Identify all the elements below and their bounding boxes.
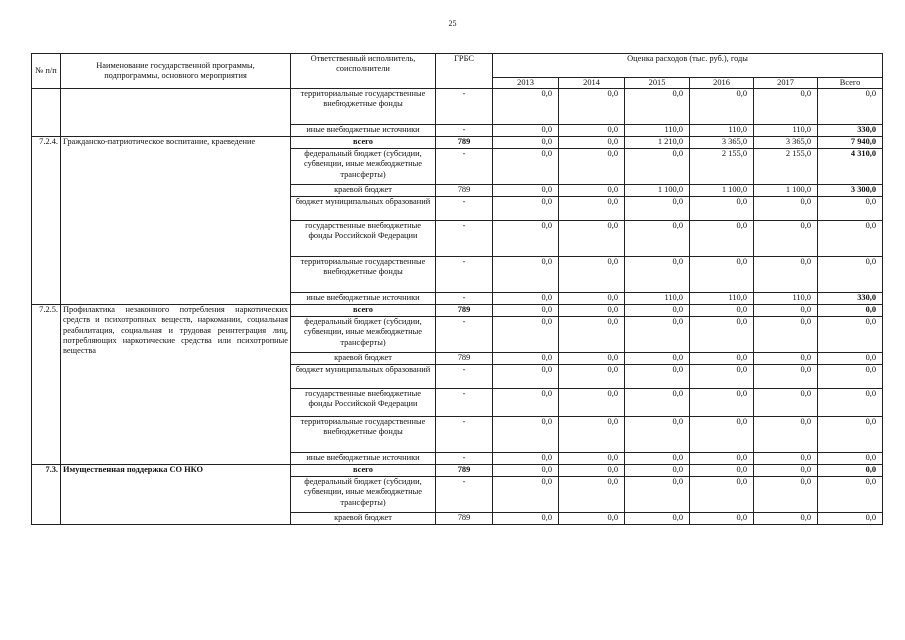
total-value-cell: 0,0 [818,453,883,465]
year-value-cell: 0,0 [559,257,625,293]
year-value-cell: 0,0 [625,89,690,125]
year-value-cell: 0,0 [754,305,818,317]
year-value-cell: 0,0 [493,149,559,185]
year-value-cell: 2 155,0 [690,149,754,185]
header-year: 2014 [559,78,625,89]
year-value-cell: 0,0 [690,353,754,365]
year-value-cell: 0,0 [493,257,559,293]
year-value-cell: 0,0 [559,417,625,453]
year-value-cell: 0,0 [559,197,625,221]
executor-cell: территориальные государственные внебюджетные фонды [291,89,436,125]
year-value-cell: 110,0 [690,293,754,305]
item-number: 7.2.5. [32,305,61,465]
year-value-cell: 110,0 [754,293,818,305]
executor-cell: федеральный бюджет (субсидии, субвенции, иные межбюджетные трансферты) [291,317,436,353]
total-value-cell: 330,0 [818,125,883,137]
grbs-cell: - [436,477,493,513]
year-value-cell: 0,0 [625,353,690,365]
header-year: Всего [818,78,883,89]
grbs-cell: 789 [436,465,493,477]
year-value-cell: 3 365,0 [754,137,818,149]
year-value-cell: 110,0 [754,125,818,137]
year-value-cell: 0,0 [493,89,559,125]
year-value-cell: 0,0 [559,137,625,149]
year-value-cell: 0,0 [493,353,559,365]
executor-cell: государственные внебюджетные фонды Российской Федерации [291,389,436,417]
total-value-cell: 7 940,0 [818,137,883,149]
year-value-cell: 110,0 [690,125,754,137]
year-value-cell: 0,0 [559,353,625,365]
year-value-cell: 0,0 [625,477,690,513]
item-name: Имущественная поддержка СО НКО [61,465,291,525]
year-value-cell: 0,0 [625,453,690,465]
year-value-cell: 0,0 [690,513,754,525]
total-value-cell: 0,0 [818,89,883,125]
year-value-cell: 0,0 [559,453,625,465]
header-year: 2013 [493,78,559,89]
year-value-cell: 110,0 [625,125,690,137]
item-number [32,89,61,137]
executor-cell: иные внебюджетные источники [291,453,436,465]
year-value-cell: 0,0 [690,417,754,453]
item-number: 7.3. [32,465,61,525]
total-value-cell: 3 300,0 [818,185,883,197]
year-value-cell: 0,0 [754,353,818,365]
total-value-cell: 0,0 [818,417,883,453]
year-value-cell: 0,0 [754,221,818,257]
grbs-cell: - [436,125,493,137]
year-value-cell: 0,0 [493,317,559,353]
year-value-cell: 1 100,0 [690,185,754,197]
total-value-cell: 0,0 [818,257,883,293]
executor-cell: краевой бюджет [291,513,436,525]
executor-cell: государственные внебюджетные фонды Российской Федерации [291,221,436,257]
total-value-cell: 0,0 [818,353,883,365]
grbs-cell: - [436,389,493,417]
year-value-cell: 0,0 [754,317,818,353]
total-value-cell: 330,0 [818,293,883,305]
year-value-cell: 0,0 [493,513,559,525]
grbs-cell: - [436,365,493,389]
executor-cell: всего [291,137,436,149]
item-name: Гражданско-патриотическое воспитание, краеведение [61,137,291,305]
table-row [32,89,883,125]
grbs-cell: - [436,317,493,353]
grbs-cell: - [436,89,493,125]
header-row [32,54,883,78]
item-number: 7.2.4. [32,137,61,305]
total-value-cell: 0,0 [818,513,883,525]
executor-cell: бюджет муниципальных образований [291,197,436,221]
total-value-cell: 0,0 [818,465,883,477]
year-value-cell: 0,0 [625,149,690,185]
year-value-cell: 0,0 [559,89,625,125]
total-value-cell: 0,0 [818,221,883,257]
year-value-cell: 0,0 [625,365,690,389]
year-value-cell: 0,0 [754,465,818,477]
year-value-cell: 0,0 [625,197,690,221]
grbs-cell: - [436,293,493,305]
executor-cell: всего [291,465,436,477]
year-value-cell: 0,0 [493,137,559,149]
executor-cell: иные внебюджетные источники [291,293,436,305]
year-value-cell: 2 155,0 [754,149,818,185]
year-value-cell: 0,0 [690,453,754,465]
year-value-cell: 0,0 [493,197,559,221]
year-value-cell: 0,0 [559,293,625,305]
year-value-cell: 0,0 [690,257,754,293]
year-value-cell: 0,0 [625,417,690,453]
year-value-cell: 0,0 [754,89,818,125]
year-value-cell: 0,0 [754,417,818,453]
executor-cell: всего [291,305,436,317]
year-value-cell: 0,0 [493,185,559,197]
grbs-cell: - [436,417,493,453]
year-value-cell: 0,0 [559,389,625,417]
year-value-cell: 0,0 [625,465,690,477]
year-value-cell: 0,0 [559,185,625,197]
year-value-cell: 0,0 [559,317,625,353]
grbs-cell: 789 [436,513,493,525]
year-value-cell: 0,0 [690,89,754,125]
year-value-cell: 0,0 [754,197,818,221]
executor-cell: федеральный бюджет (субсидии, субвенции, иные межбюджетные трансферты) [291,149,436,185]
header-grbs: ГРБС [436,54,493,89]
year-value-cell: 1 100,0 [754,185,818,197]
year-value-cell: 0,0 [493,477,559,513]
item-name: Профилактика незаконного потребления наркотических средств и психотропных веществ, наркомании, социальная реабилитация, социальная и трудовая реинтеграция лиц, потребляющих наркотические средства или психотропные вещества [61,305,291,465]
year-value-cell: 0,0 [493,293,559,305]
executor-cell: краевой бюджет [291,353,436,365]
table-row [32,465,883,477]
header-num: № п/п [32,54,61,89]
year-value-cell: 0,0 [754,513,818,525]
year-value-cell: 0,0 [625,513,690,525]
total-value-cell: 0,0 [818,305,883,317]
year-value-cell: 0,0 [493,453,559,465]
year-value-cell: 0,0 [493,417,559,453]
year-value-cell: 0,0 [754,257,818,293]
year-value-cell: 0,0 [754,389,818,417]
header-year: 2017 [754,78,818,89]
total-value-cell: 4 310,0 [818,149,883,185]
year-value-cell: 0,0 [493,221,559,257]
item-name [61,89,291,137]
year-value-cell: 0,0 [559,149,625,185]
year-value-cell: 0,0 [754,477,818,513]
year-value-cell: 0,0 [625,317,690,353]
year-value-cell: 0,0 [625,305,690,317]
year-value-cell: 0,0 [625,221,690,257]
executor-cell: территориальные государственные внебюджетные фонды [291,417,436,453]
year-value-cell: 1 210,0 [625,137,690,149]
year-value-cell: 0,0 [493,125,559,137]
total-value-cell: 0,0 [818,317,883,353]
grbs-cell: - [436,149,493,185]
executor-cell: федеральный бюджет (субсидии, субвенции, иные межбюджетные трансферты) [291,477,436,513]
year-value-cell: 0,0 [559,125,625,137]
year-value-cell: 0,0 [754,453,818,465]
year-value-cell: 0,0 [690,305,754,317]
year-value-cell: 0,0 [690,465,754,477]
header-name: Наименование государственной программы, подпрограммы, основного мероприятия [61,54,291,89]
year-value-cell: 0,0 [559,365,625,389]
year-value-cell: 0,0 [690,477,754,513]
total-value-cell: 0,0 [818,197,883,221]
grbs-cell: 789 [436,137,493,149]
total-value-cell: 0,0 [818,477,883,513]
grbs-cell: - [436,453,493,465]
year-value-cell: 0,0 [559,305,625,317]
header-year: 2016 [690,78,754,89]
header-cost: Оценка расходов (тыс. руб.), годы [493,54,883,78]
table-row [32,137,883,149]
year-value-cell: 0,0 [559,513,625,525]
year-value-cell: 1 100,0 [625,185,690,197]
year-value-cell: 0,0 [559,465,625,477]
executor-cell: территориальные государственные внебюджетные фонды [291,257,436,293]
grbs-cell: 789 [436,185,493,197]
expenditure-table [31,53,883,525]
executor-cell: бюджет муниципальных образований [291,365,436,389]
grbs-cell: - [436,257,493,293]
year-value-cell: 0,0 [690,221,754,257]
grbs-cell: - [436,197,493,221]
year-value-cell: 0,0 [625,389,690,417]
year-value-cell: 0,0 [493,389,559,417]
year-value-cell: 110,0 [625,293,690,305]
year-value-cell: 0,0 [754,365,818,389]
year-value-cell: 0,0 [690,365,754,389]
executor-cell: иные внебюджетные источники [291,125,436,137]
year-value-cell: 0,0 [493,465,559,477]
header-year: 2015 [625,78,690,89]
year-value-cell: 0,0 [690,317,754,353]
table-row [32,305,883,317]
year-value-cell: 0,0 [559,221,625,257]
year-value-cell: 0,0 [690,389,754,417]
year-value-cell: 0,0 [493,305,559,317]
year-value-cell: 3 365,0 [690,137,754,149]
executor-cell: краевой бюджет [291,185,436,197]
year-value-cell: 0,0 [493,365,559,389]
grbs-cell: - [436,221,493,257]
header-executor: Ответственный исполнитель, соисполнители [291,54,436,89]
year-value-cell: 0,0 [690,197,754,221]
total-value-cell: 0,0 [818,389,883,417]
grbs-cell: 789 [436,353,493,365]
grbs-cell: 789 [436,305,493,317]
total-value-cell: 0,0 [818,365,883,389]
page-number: 25 [448,19,457,28]
year-value-cell: 0,0 [625,257,690,293]
year-value-cell: 0,0 [559,477,625,513]
